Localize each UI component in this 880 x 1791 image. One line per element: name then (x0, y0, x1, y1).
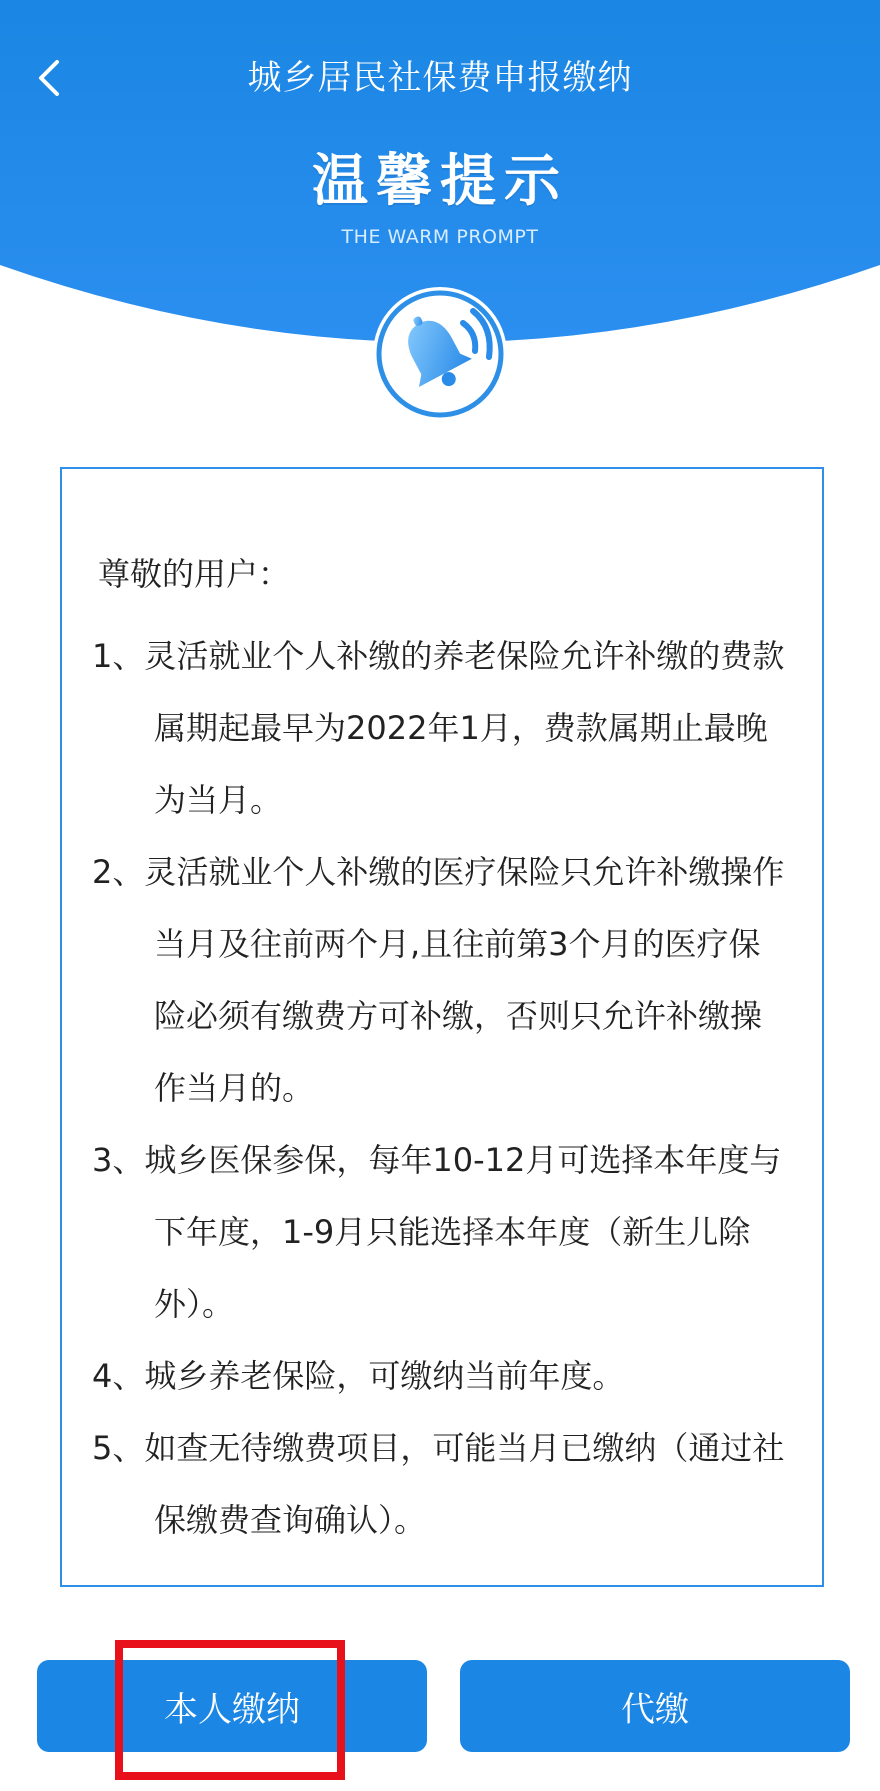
notice-item: 2、灵活就业个人补缴的医疗保险只允许补缴操作当月及往前两个月,且往前第3个月的医疗保险必须有缴费方可补缴，否则只允许补缴操作当月的。 (92, 853, 785, 1107)
notice-item: 3、城乡医保参保，每年10-12月可选择本年度与下年度，1-9月只能选择本年度（新生儿除外）。 (92, 1141, 782, 1323)
notice-item: 5、如查无待缴费项目，可能当月已缴纳（通过社保缴费查询确认）。 (92, 1429, 785, 1539)
notice-item: 1、灵活就业个人补缴的养老保险允许补缴的费款属期起最早为2022年1月，费款属期止最晚为当月。 (92, 637, 785, 819)
warm-prompt-title: 温馨提示 (312, 149, 568, 214)
navbar: 城乡居民社保费申报缴纳 (0, 0, 880, 155)
bell-icon (371, 285, 509, 423)
self-pay-button[interactable]: 本人缴纳 (37, 1660, 427, 1752)
agent-pay-button[interactable]: 代缴 (460, 1660, 850, 1752)
notice-item: 4、城乡养老保险，可缴纳当前年度。 (92, 1357, 625, 1395)
chevron-left-icon (35, 58, 61, 98)
warm-prompt-subtitle: THE WARM PROMPT (341, 226, 539, 248)
notice-list (92, 620, 792, 1556)
notice-greeting: 尊敬的用户： (98, 555, 291, 593)
back-button[interactable] (18, 48, 78, 108)
bell-badge (371, 285, 509, 423)
